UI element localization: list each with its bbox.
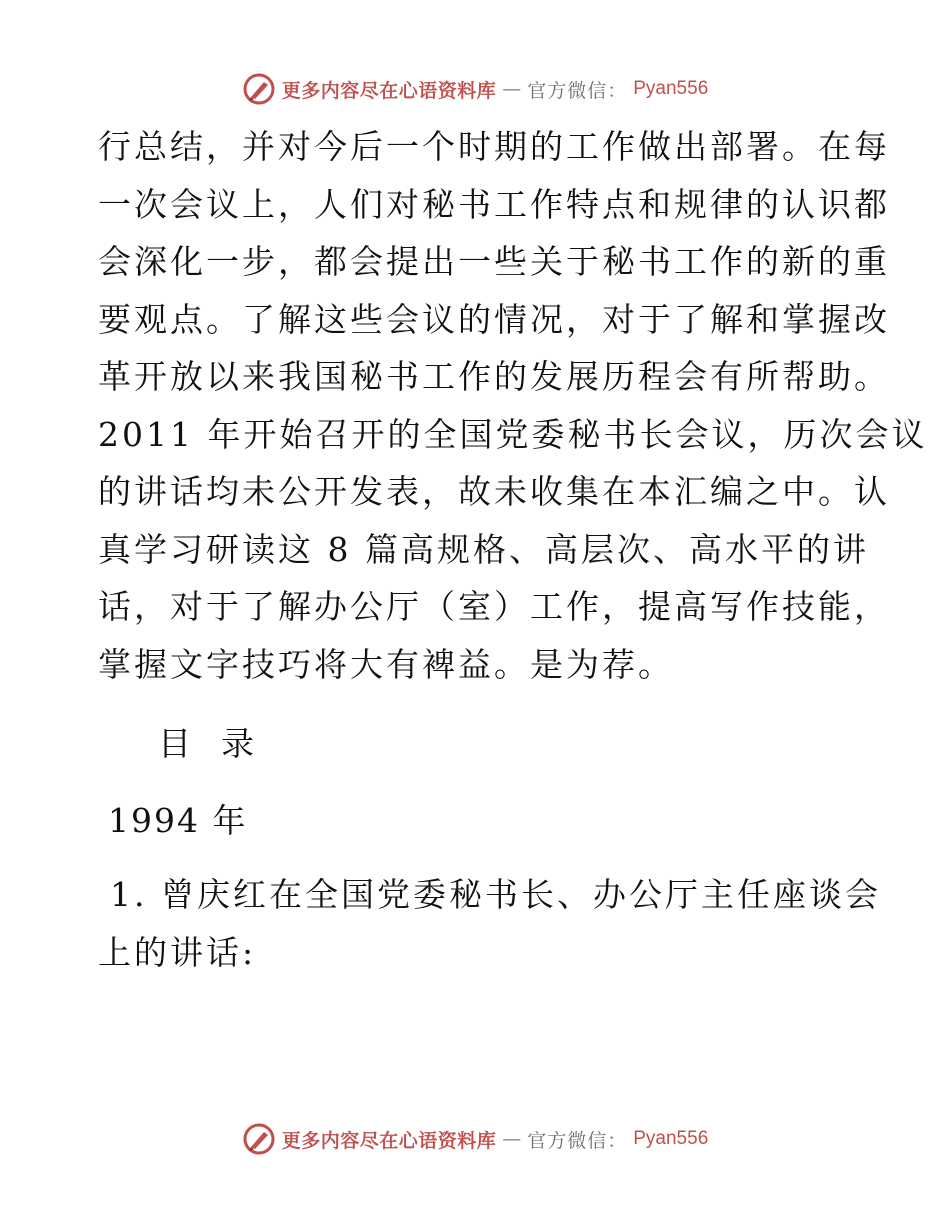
toc-item-line: 上的讲话: [98, 932, 257, 972]
paragraph-line: 2011 年开始召开的全国党委秘书长会议，历次会议 [98, 414, 928, 454]
watermark-wechat-id: Pyan556 [633, 1128, 709, 1149]
paragraph-line: 要观点。了解这些会议的情况，对于了解和掌握改 [98, 299, 890, 339]
toc-title: 目 录 [158, 724, 257, 763]
header-watermark [0, 72, 950, 106]
paragraph-line: 话，对于了解办公厅（室）工作，提高写作技能， [98, 587, 890, 626]
paragraph-line: 一次会议上，人们对秘书工作特点和规律的认识都 [98, 184, 890, 224]
footer-watermark [0, 1122, 950, 1156]
watermark-text: 更多内容尽在心语资料库 [281, 1129, 497, 1152]
paragraph-line: 掌握文字技巧将大有裨益。是为荐。 [98, 644, 674, 684]
watermark-dash: — [502, 78, 522, 100]
paragraph-line: 行总结，并对今后一个时期的工作做出部署。在每 [98, 127, 890, 166]
paragraph-line: 会深化一步，都会提出一些关于秘书工作的新的重 [98, 242, 890, 281]
pen-logo-icon [242, 72, 276, 106]
toc-item-line: 1. 曾庆红在全国党委秘书长、办公厅主任座谈会 [110, 875, 881, 914]
toc-year-heading: 1994 年 [108, 801, 248, 840]
pen-logo-icon [242, 1122, 276, 1156]
watermark-wechat-label: 官方微信： [527, 79, 628, 102]
toc-item[interactable] [98, 866, 881, 981]
watermark-dash: — [502, 1128, 522, 1150]
paragraph-line: 的讲话均未公开发表，故未收集在本汇编之中。认 [98, 472, 890, 511]
watermark-wechat-id: Pyan556 [633, 78, 709, 99]
body-paragraph [98, 118, 928, 693]
watermark-wechat-label: 官方微信： [527, 1129, 628, 1152]
paragraph-line: 真学习研读这 8 篇高规格、高层次、高水平的讲 [98, 529, 869, 569]
watermark-text: 更多内容尽在心语资料库 [281, 79, 497, 102]
paragraph-line: 革开放以来我国秘书工作的发展历程会有所帮助。 [98, 357, 890, 396]
